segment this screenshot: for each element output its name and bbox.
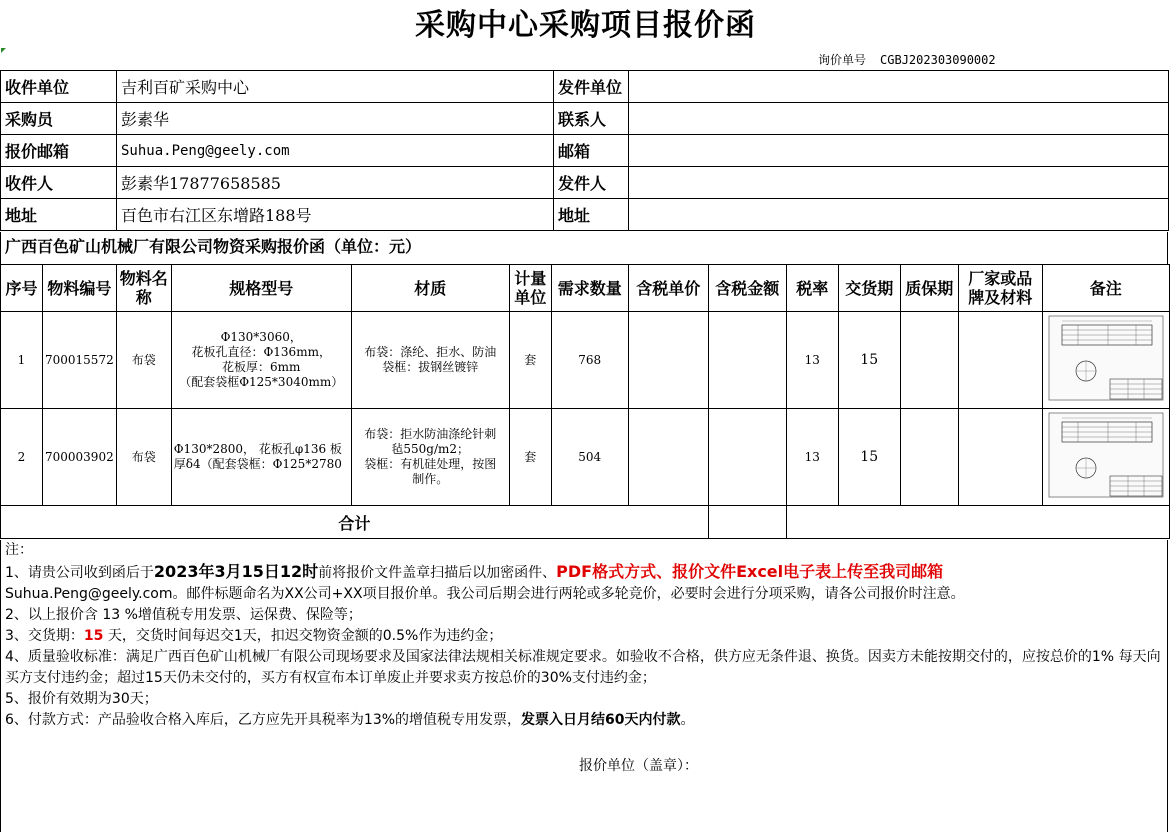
material-line: 毡550g/m2； [391,442,470,456]
note-5: 5、报价有效期为30天； [5,691,158,707]
material-line: 袋框：有机硅处理，按图 [364,457,497,471]
payment-term: 发票入日月结60天内付款 [521,712,681,728]
info-value[interactable] [629,71,1169,103]
spec-line: 厚δ4（配套袋框：Φ125*2780 [173,457,342,471]
header-code: 物料编号 [43,265,117,312]
cell-tax: 13 [786,312,838,409]
info-label: 发件人 [554,167,629,199]
cell-seq: 2 [1,409,43,506]
info-value[interactable]: 彭素华17877658585 [117,167,554,199]
cell-seq: 1 [1,312,43,409]
info-value[interactable] [629,199,1169,231]
info-value[interactable]: 百色市右江区东增路188号 [117,199,554,231]
info-row [1,135,1169,167]
seal-label: 报价单位（盖章）： [579,758,698,774]
material-line: 布袋：涤纶、拒水、防油 [364,345,497,359]
info-label: 地址 [1,199,117,231]
inquiry-value: CGBJ202303090002 [880,53,996,67]
header-qty: 需求数量 [551,265,628,312]
cell-material [351,312,509,409]
inquiry-label: 询价单号 [818,53,867,67]
cell-code: 700015572 [43,312,117,409]
info-label: 收件单位 [1,71,117,103]
table-row [1,409,1170,506]
header-name: 物料名称 [116,265,171,312]
header-spec: 规格型号 [171,265,351,312]
cell-name: 布袋 [116,409,171,506]
info-value[interactable] [629,167,1169,199]
cell-warranty[interactable] [900,409,958,506]
header-row [1,265,1170,312]
cell-material [351,409,509,506]
cell-spec [171,409,351,506]
cell-qty: 504 [551,409,628,506]
supplier-title: 广西百色矿山机械厂有限公司物资采购报价函（单位：元） [0,232,1168,264]
info-label: 发件单位 [554,71,629,103]
note-text: 3、交货期： [5,628,84,644]
cell-remark [1042,312,1169,409]
cell-unit-price[interactable] [628,409,708,506]
info-value[interactable] [629,135,1169,167]
header-seq: 序号 [1,265,43,312]
delivery-days: 15 [83,628,104,644]
info-label: 采购员 [1,103,117,135]
note-text: 天，交货时间每迟交1天，扣迟交物资金额的0.5%作为违约金； [103,628,503,644]
items-table [0,264,1170,539]
note-text: 前将报价文件盖章扫描后以加密函件、 [318,565,557,581]
header-unit: 计量单位 [509,265,551,312]
cell-unit-price[interactable] [628,312,708,409]
cell-amount[interactable] [708,409,786,506]
cell-comment-marker [1,48,6,53]
cell-remark [1042,409,1169,506]
spec-line: 花板孔直径：Φ136mm， [191,345,331,359]
technical-drawing-image [1048,412,1164,498]
cell-tax: 13 [786,409,838,506]
material-line: 袋框：拔钢丝镀锌 [382,360,479,374]
cell-brand[interactable] [958,312,1042,409]
material-line: 制作。 [412,472,449,486]
spec-line: Φ130*3060， [220,330,302,344]
note-1 [5,561,1167,584]
header-tax: 税率 [786,265,838,312]
spec-line: （配套袋框Φ125*3040mm） [179,375,344,389]
info-value[interactable]: Suhua.Peng@geely.com [117,135,554,167]
contact-info-table [0,70,1169,231]
note-1-cont: Suhua.Peng@geely.com。邮件标题命名为XX公司+XX项目报价单。我公司后期会进行两轮或多轮竞价，必要时会进行分项采购，请各公司报价时注意。 [5,586,965,602]
info-row [1,71,1169,103]
highlight-text: PDF格式方式、报价文件Excel电子表上传至我司邮箱 [556,562,944,581]
info-value[interactable]: 彭素华 [117,103,554,135]
material-line: 布袋：拒水防油涤纶针刺 [364,427,497,441]
header-warranty: 质保期 [900,265,958,312]
cell-code: 700003902 [43,409,117,506]
cell-delivery: 15 [838,409,900,506]
header-delivery: 交货期 [838,265,900,312]
note-3 [5,626,1167,647]
info-row [1,199,1169,231]
cell-unit: 套 [509,409,551,506]
info-label: 联系人 [554,103,629,135]
info-row [1,167,1169,199]
header-brand: 厂家或品牌及材料 [958,265,1042,312]
info-label: 报价邮箱 [1,135,117,167]
header-unit-price: 含税单价 [628,265,708,312]
header-amount: 含税金额 [708,265,786,312]
table-row [1,312,1170,409]
cell-amount[interactable] [708,312,786,409]
info-value[interactable]: 吉利百矿采购中心 [117,71,554,103]
info-label: 邮箱 [554,135,629,167]
note-text: 。 [680,712,695,728]
cell-brand[interactable] [958,409,1042,506]
info-value[interactable] [629,103,1169,135]
note-4: 4、质量验收标准：满足广西百色矿山机械厂有限公司现场要求及国家法律法规相关标准规定要求。如验收不合格，供方应无条件退、换货。因卖方未能按期交付的，应按总价的1% 每天向买方支付违约金；超过15天仍未交付的，买方有权宣布本订单废止并要求卖方按总价的30%支付违约金； [5,649,1161,686]
cell-name: 布袋 [116,312,171,409]
total-row [1,506,1170,539]
header-material: 材质 [351,265,509,312]
header-remark: 备注 [1042,265,1169,312]
info-label: 收件人 [1,167,117,199]
notes-section [0,540,1168,832]
note-text: 1、请贵公司收到函后于 [5,565,154,581]
note-2: 2、以上报价含 13 %增值税专用发票、运保费、保险等； [5,607,362,623]
total-blank [786,506,1169,539]
cell-spec [171,312,351,409]
total-amount[interactable] [708,506,786,539]
page-title: 采购中心采购项目报价函 [415,8,756,43]
note-text: 6、付款方式：产品验收合格入库后，乙方应先开具税率为13%的增值税专用发票， [5,712,522,728]
spec-line: Φ130*2800， 花板孔φ136 板 [173,442,342,456]
cell-warranty[interactable] [900,312,958,409]
deadline-text: 2023年3月15日12时 [153,562,319,581]
notes-intro: 注： [5,542,33,558]
cell-delivery: 15 [838,312,900,409]
cell-unit: 套 [509,312,551,409]
spec-line: 花板厚：6mm [222,360,301,374]
total-label: 合计 [1,506,709,539]
note-6 [5,710,1167,731]
technical-drawing-image [1048,315,1164,401]
info-label: 地址 [554,199,629,231]
info-row [1,103,1169,135]
cell-qty: 768 [551,312,628,409]
inquiry-number [818,51,1010,68]
